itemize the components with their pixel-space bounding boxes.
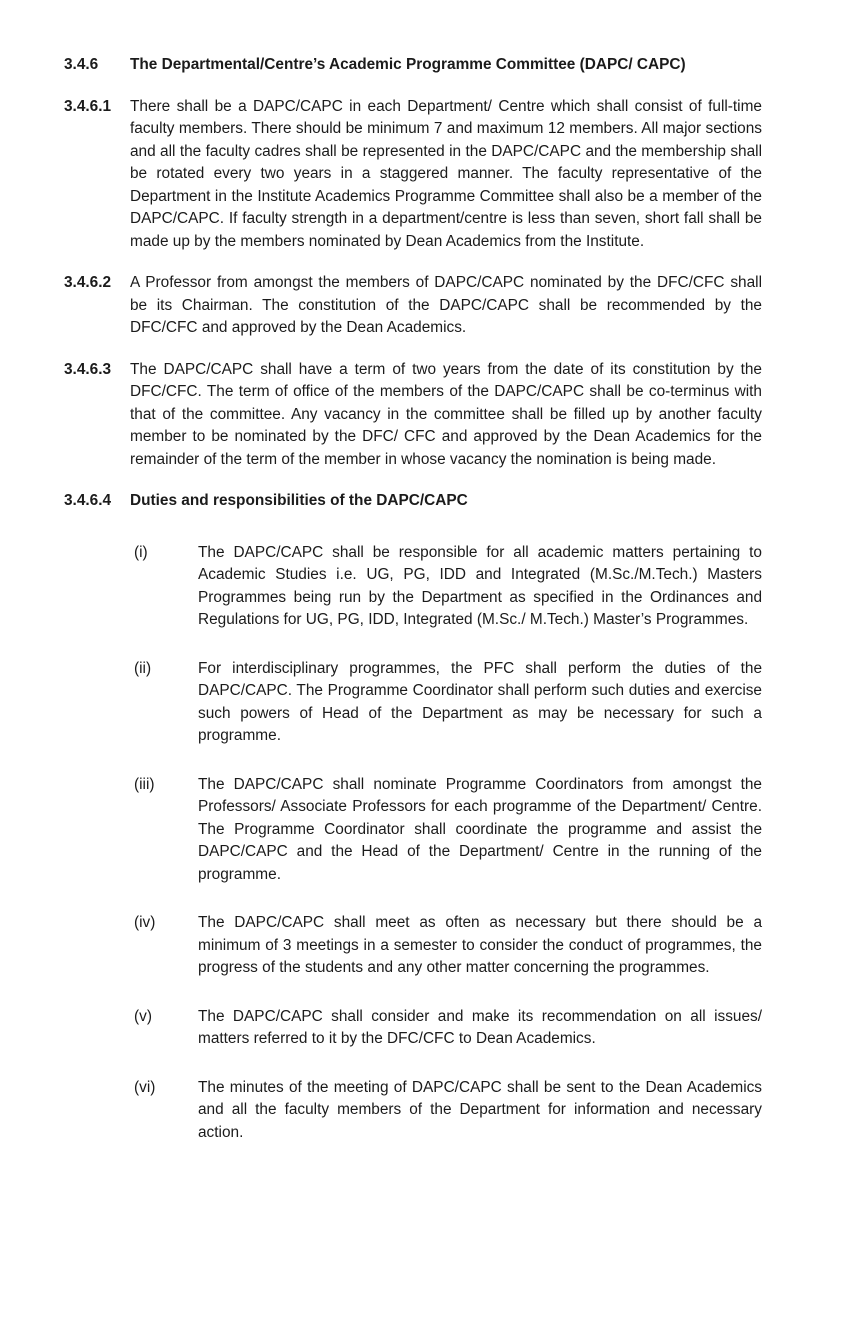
clause-number: 3.4.6.3 (64, 360, 112, 378)
list-item-ii (134, 658, 762, 748)
list-item-iii (134, 774, 762, 887)
list-item-text: The DAPC/CAPC shall meet as often as necessary but there should be a minimum of 3 meetings in a semester to consider the conduct of programmes, the progress of the students and any other matter concerning the programmes. (198, 914, 762, 976)
clause-text: A Professor from amongst the members of DAPC/CAPC nominated by the DFC/CFC shall be its Chairman. The constitution of the DAPC/CAPC shall be recommended by the DFC/CFC and approved by the Dean Academics. (130, 274, 762, 336)
section-title: The Departmental/Centre’s Academic Programme Committee (DAPC/ CAPC) (130, 56, 686, 73)
list-item-marker: (v) (134, 1007, 152, 1025)
list-item-marker: (iii) (134, 775, 155, 793)
list-item-marker: (iv) (134, 914, 156, 931)
list-item-text: The DAPC/CAPC shall consider and make its recommendation on all issues/ matters referred to it by the DFC/CFC to Dean Academics. (198, 1007, 762, 1047)
list-item-i (134, 542, 762, 632)
clause-number: 3.4.6.1 (64, 97, 112, 115)
duties-list (134, 542, 762, 1145)
list-item-marker: (vi) (134, 1078, 156, 1096)
section-number: 3.4.6 (64, 56, 99, 73)
list-item-marker: (ii) (134, 659, 152, 677)
clause-text: The DAPC/CAPC shall have a term of two years from the date of its constitution by the DFC/CFC. The term of office of the members of the DAPC/CAPC shall be co-terminus with that of the committee. Any vacancy in the committee shall be filled up by another faculty member to be nominated by the DFC/ CFC and approved by the Dean Academics for the remainder of the term of the member in whose vacancy the nomination is being made. (130, 360, 762, 468)
clause-3-4-6-1 (64, 96, 762, 254)
list-item-text: The minutes of the meeting of DAPC/CAPC shall be sent to the Dean Academics and all the faculty members of the Department for information and necessary action. (198, 1078, 762, 1141)
list-item-text: For interdisciplinary programmes, the PFC shall perform the duties of the DAPC/CAPC. The Programme Coordinator shall perform such duties and exercise such powers of Head of the Department as may be necessary for such a programme. (198, 659, 762, 744)
clause-number: 3.4.6.2 (64, 274, 112, 291)
list-item-text: The DAPC/CAPC shall nominate Programme Coordinators from amongst the Professors/ Associate Professors for each programme of the Department/ Centre. The Programme Coordinator shall coordinate the programme and assist the DAPC/CAPC and the Head of the Department/ Centre in the running of the programme. (198, 775, 762, 883)
list-item-iv (134, 912, 762, 980)
clause-3-4-6-4-heading (64, 490, 762, 513)
clause-number: 3.4.6.4 (64, 492, 112, 509)
clause-title: Duties and responsibilities of the DAPC/CAPC (130, 492, 468, 509)
list-item-v (134, 1006, 762, 1051)
clause-3-4-6-2 (64, 272, 762, 340)
section-3-4-6-heading (64, 54, 762, 77)
list-item-vi (134, 1077, 762, 1145)
clause-text: There shall be a DAPC/CAPC in each Department/ Centre which shall consist of full-time faculty members. There should be minimum 7 and maximum 12 members. All major sections and all the faculty cadres shall be represented in the DAPC/CAPC and the membership shall be rotated every two years in a staggered manner. The faculty representative of the Department in the Institute Academics Programme Committee shall also be a member of the DAPC/CAPC. If faculty strength in a department/centre is less than seven, short fall shall be made up by the members nominated by Dean Academics from the Institute. (130, 97, 762, 250)
list-item-text: The DAPC/CAPC shall be responsible for all academic matters pertaining to Academic Studies i.e. UG, PG, IDD and Integrated (M.Sc./M.Tech.) Masters Programmes being run by the Department as specified in the Ordinances and Regulations for UG, PG, IDD, Integrated (M.Sc./ M.Tech.) Master’s Programmes. (198, 543, 762, 628)
list-item-marker: (i) (134, 543, 148, 561)
clause-3-4-6-3 (64, 359, 762, 472)
document-page (64, 54, 762, 1170)
